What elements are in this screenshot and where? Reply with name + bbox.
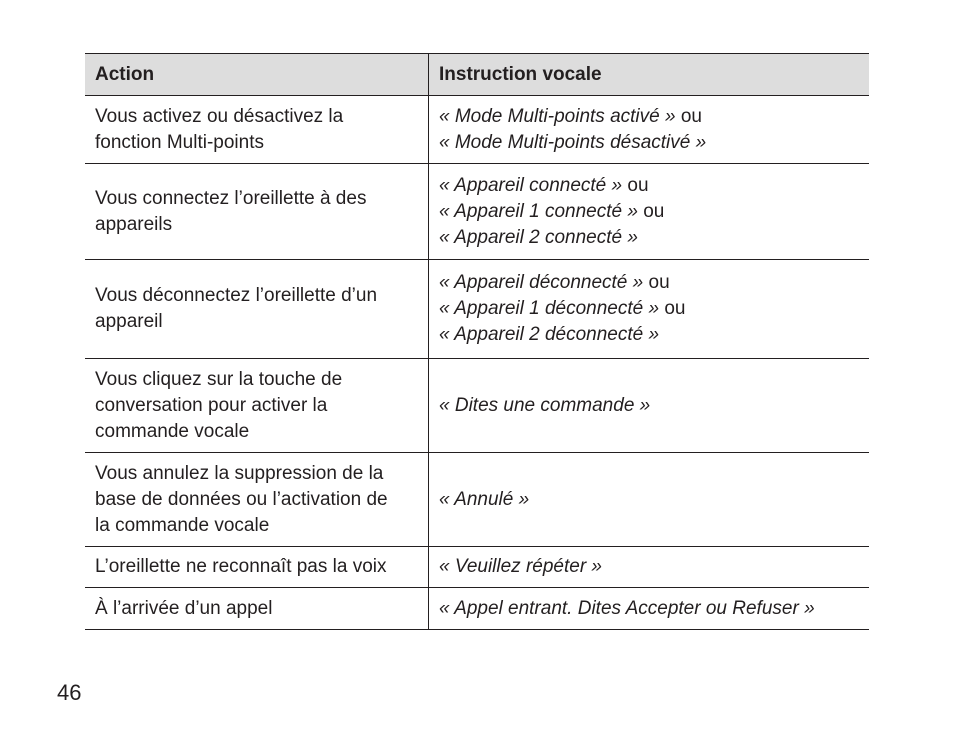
instruction-line [439,596,859,622]
table-row [85,260,869,359]
voice-quote: « Appareil 2 connecté » [439,226,638,248]
voice-quote: « Appareil 1 connecté » [439,200,638,222]
header-instruction: Instruction vocale [429,54,870,96]
action-line: Vous déconnectez l’oreillette d’un [95,285,378,306]
instruction-line [439,199,859,225]
action-line: appareils [95,213,173,235]
action-line: Vous activez ou désactivez la [95,105,344,127]
action-line: base de données ou l’activation de [95,488,388,510]
instruction-line [439,487,859,513]
action-line: conversation pour activer la [95,394,328,416]
table-row [85,547,869,588]
instruction-cell [429,96,870,164]
header-action: Action [85,54,429,96]
instruction-line [439,296,859,322]
voice-quote: « Veuillez répéter » [439,556,603,577]
instruction-line [439,225,859,251]
action-line: Vous annulez la suppression de la [95,462,384,484]
table-row [85,359,869,453]
instruction-cell [429,547,870,588]
table-row [85,164,869,260]
instruction-line [439,130,859,156]
voice-quote: « Mode Multi-points désactivé » [439,131,707,153]
action-line: commande vocale [95,420,250,442]
action-line: Vous cliquez sur la touche de [95,368,343,390]
voice-quote: « Dites une commande » [439,394,651,416]
voice-quote: « Appareil déconnecté » [439,272,644,293]
instruction-cell [429,260,870,359]
quote-suffix: ou [622,174,649,196]
quote-suffix: ou [637,200,665,222]
action-line: la commande vocale [95,514,270,536]
voice-instruction-table [85,53,869,630]
action-cell [85,359,429,453]
table-row [85,453,869,547]
action-cell [85,260,429,359]
instruction-line [439,554,859,580]
instruction-line [439,104,859,130]
voice-quote: « Appareil 1 déconnecté » [439,298,660,319]
page-number: 46 [57,680,82,705]
action-cell [85,96,429,164]
quote-suffix: ou [659,298,686,319]
quote-suffix: ou [675,105,702,127]
instruction-line [439,173,859,199]
action-line: fonction Multi-points [95,131,264,153]
action-cell [85,547,429,588]
instruction-line [439,322,859,348]
voice-quote: « Appel entrant. Dites Accepter ou Refuser » [439,597,815,619]
instruction-cell [429,588,870,630]
action-line: Vous connectez l’oreillette à des [95,187,367,209]
table-header-row [85,54,869,96]
action-cell [85,588,429,630]
action-line: L’oreillette ne reconnaît pas la voix [95,556,387,577]
instruction-line [439,270,859,296]
voice-quote: « Appareil connecté » [439,174,623,196]
instruction-cell [429,164,870,260]
instruction-cell [429,453,870,547]
instruction-cell [429,359,870,453]
instruction-line [439,393,859,419]
voice-quote: « Appareil 2 déconnecté » [439,324,660,345]
table-row [85,96,869,164]
voice-quote: « Annulé » [439,488,530,510]
action-line: À l’arrivée d’un appel [95,597,273,619]
action-cell [85,164,429,260]
action-cell [85,453,429,547]
voice-quote: « Mode Multi-points activé » [439,105,676,127]
table-row [85,588,869,630]
quote-suffix: ou [643,272,670,293]
action-line: appareil [95,311,163,332]
